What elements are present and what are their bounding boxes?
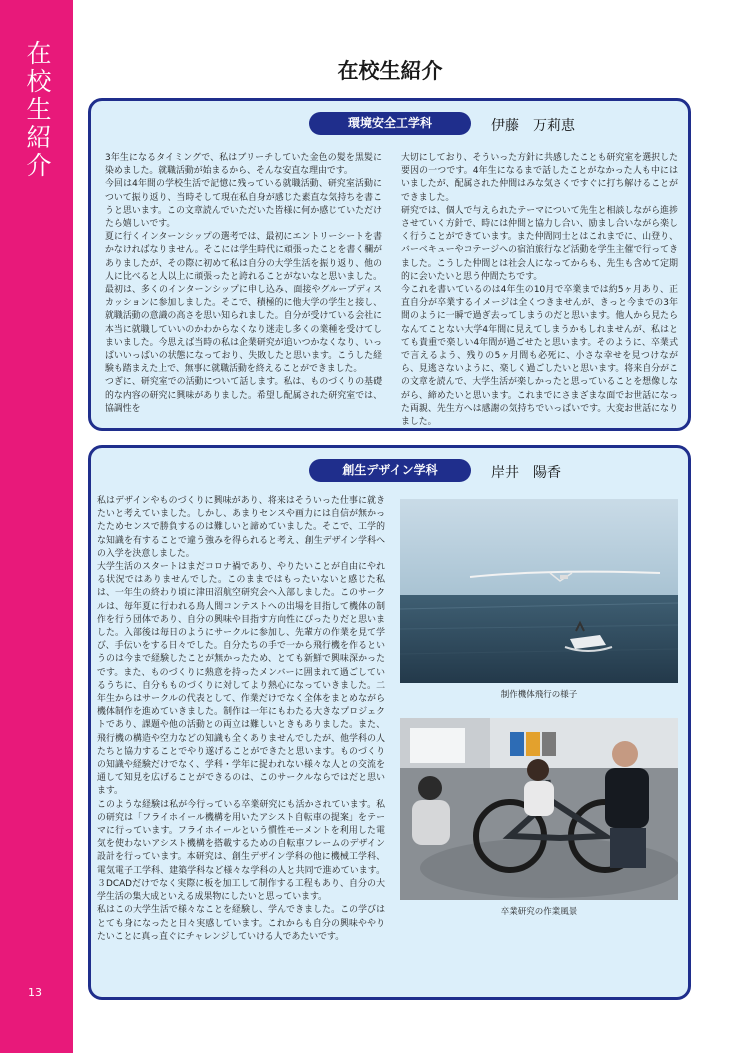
- text-column: 私はデザインやものづくりに興味があり、将来はそういった仕事に就きたいと考えていました。しかし、あまりセンスや画力には自信が無かったためセンスで勝負するのは難しいと諦めていました。そこで、工学的な知識を有することで違う強みを得られると考え、創生デザイン学科への入学を決意しました。 大学生活のスタートはまだコロナ禍であり、やりたいことが自由にやれる状況ではありませんでした。このままではもったいないと感じた私は、一年生の終わり頃に津田沼航空研究会へ入部しました。このサークルは、毎年夏に行われる鳥人間コンテストへの出場を目指して機体の制作を行う団体であり、自分の興味や目指す方向性にぴったりだと思いました。入部後は毎日のようにサークルに参加し、先輩方の作業を見て学び、手伝いをする日々でした。自分たちの手で一から飛行機を作るというのは今まで経験したことが無かったため、とても新鮮で興味深かったです。また、ものづくりに熱意を持ったメンバーに囲まれて過ごしているうちに、自分もものづくりに対してより熱心になっていきました。二年生からはサークルの代表として、作業だけでなく全体をまとめながら機体制作を進めていきました。制作は一年にもわたる大きなプロジェクトであり、課題や他の活動との両立は難しいときもありました。また、飛行機の構造や空力などの知識も全くありませんでしたが、他学科の人たちと協力することでやり遂げることができたと思います。ものづくりの知識や経験だけでなく、学科・学年に捉われない様々な人との交流を通して知見を広げることができるのは、このサークルならではだと思います。 このような経験は私が今行っている卒業研究にも活かされています。私の研究は「フライホイール機構を用いたアシスト自転車の提案」をテーマに行っています。フライホイールという慣性モーメントを利用した電気を使わないアシスト機構を搭載するための自転車フレームのデザイン設計を行っています。本研究は、創生デザイン学科の他に機械工学科、電気電子工学科、建築学科など様々な学科の人と共同で進めています。３DCADだけでなく実際に板を加工して制作する工程もあり、自分の大学生活の集大成といえる成果物にしたいと思っています。 私はこの大学生活で様々なことを経験し、学んできました。この学びはとても身になったと日々実感しています。これからも自分の興味ややりたいことに真っ直ぐにチャレンジしていける人であたいです。: [97, 496, 385, 942]
- student-name: 岸井 陽香: [491, 465, 561, 481]
- workshop-photo: [400, 718, 678, 900]
- sidebar-title: 在校生紹介: [23, 40, 52, 180]
- sidebar: [0, 0, 73, 1053]
- photo-caption: 制作機体飛行の様子: [500, 690, 578, 700]
- photo-caption: 卒業研究の作業風景: [500, 907, 578, 917]
- student-name: 伊藤 万莉恵: [491, 118, 575, 134]
- page-number: 13: [28, 986, 42, 999]
- department-badge: 創生デザイン学科: [309, 459, 471, 482]
- department-badge: 環境安全工学科: [309, 112, 471, 135]
- text-column-left: 3年生になるタイミングで、私はブリーチしていた金色の髪を黒髪に染めました。就職活動が始まるから、そんな安直な理由です。 今回は4年間の学校生活で記憶に残っている就職活動、研究室活動について振り返り、当時そして現在私自身が感じた素直な気持ちを書こうと思います。この文章読んでいただいた皆様に何か感じていただけたら嬉しいです。 夏に行くインターンシップの選考では、最初にエントリーシートを書かなければなりません。そこには学生時代に頑張ったことを書く欄がありましたが、その際に初めて私は自分の大学生活を振り返り、他の人に比べると人以上に頑張ったと誇れることがないなと思いました。最初は、多くのインターンシップに申し込み、面接やグループディスカッションに参加しました。そこで、積極的に他大学の学生と接し、就職活動の意識の高さを思い知られました。自分が受けている会社に本当に就職していいのかわからなくなり迷走し多くの業種を受けてしまいました。今思えば当時の私は企業研究が追いつかなくなり、いっぱいいっぱいの状態になっており、失敗したと思います。こうした経験も踏まえた上で、無事に就職活動を終えることができました。 つぎに、研究室での活動について話します。私は、ものづくりの基礎的な内容の研究に興味がありました。希望し配属された研究室では、協調性を: [105, 153, 382, 414]
- page-title: 在校生紹介: [337, 59, 443, 83]
- aircraft-flight-photo: [400, 499, 678, 683]
- student-panel-1: [88, 98, 691, 431]
- student-panel-2: [88, 445, 691, 1000]
- text-column-right: 大切にしており、そういった方針に共感したことも研究室を選択した要因の一つです。4年生になるまで話したことがなかった人も中にはいましたが、配属された仲間はみな気さくですぐに打ち解けることができました。 研究では、個人で与えられたテーマについて先生と相談しながら進捗させていく方針で、時には仲間と協力し合い、励まし合いながら楽しく行うことができています。また仲間同士とはこれまでに、山登り、バーベキューやコテージへの宿泊旅行など活動を学生主催で行ってきました。こうした仲間とは社会人になってからも、先生も含めて定期的に会いたいと思う仲間たちです。 今これを書いているのは4年生の10月で卒業までは約5ヶ月あり、正直自分が卒業するイメージは全くつきませんが、きっと今までの3年間のように一瞬で過ぎ去ってしまうのだと思います。他人から見たらなんてことない大学4年間に見えてしまうかもしれませんが、私はとても貴重で楽しい4年間が過ごせたと思います。そのように、卒業式で言えるよう、残りの5ヶ月間も必死に、小さな幸せを見つけながら、見逃さないように、楽しく過ごしたいと思います。将来自分がこの文章を読んで、大学生活が楽しかったと思っていることを想像しながら、締めたいと思います。これまでにさまざまな面でお世話になった両親、先生方へは感謝の気持ちでいっぱいです。大変お世話になりました。: [401, 153, 678, 428]
